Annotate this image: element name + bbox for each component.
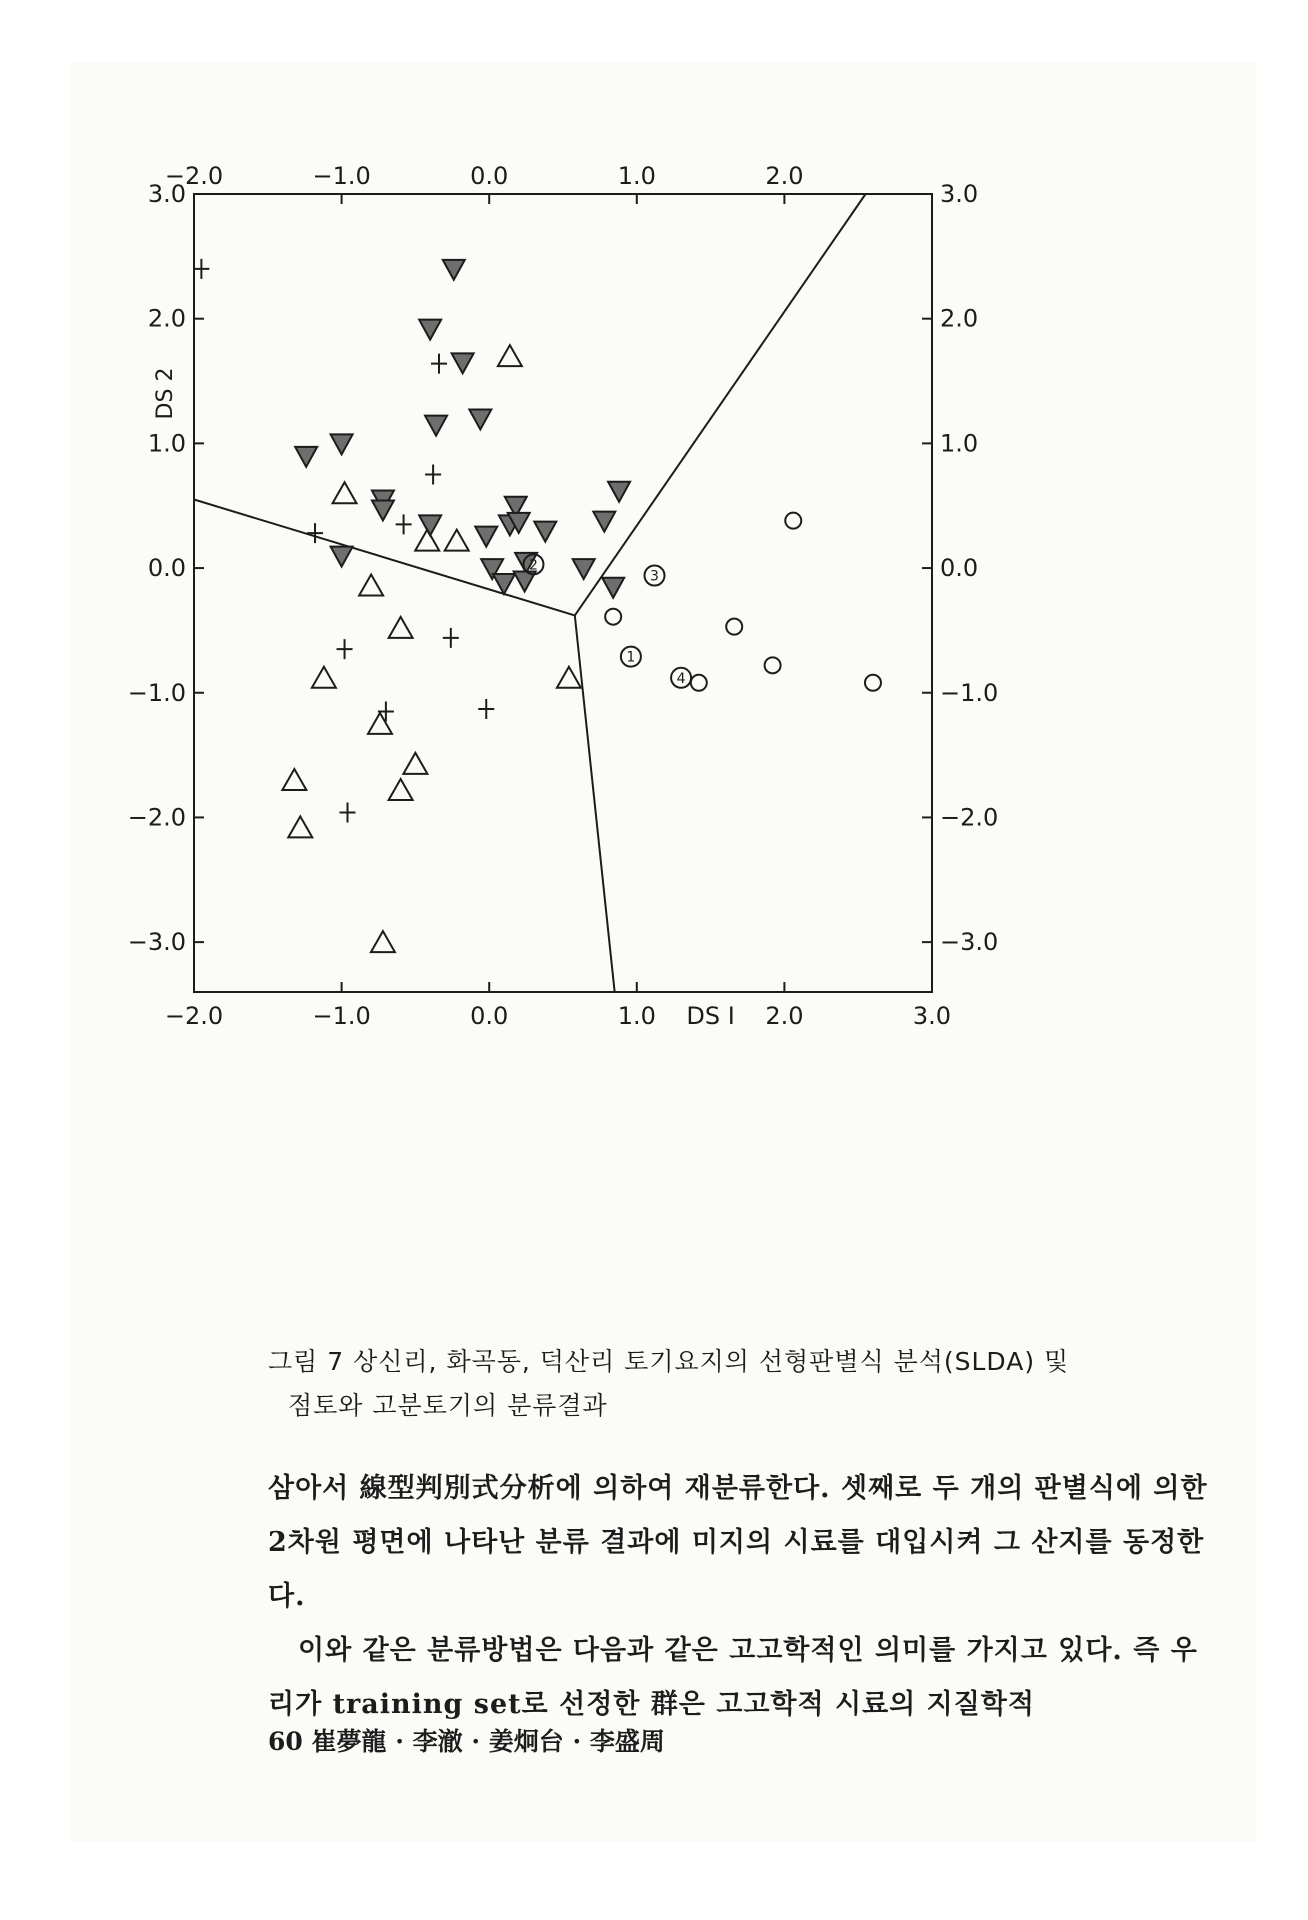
slda-scatter-plot	[70, 62, 1256, 1312]
body-text	[268, 1462, 1208, 1732]
plot-frame	[194, 194, 932, 992]
left-tick-label: 2.0	[147, 304, 186, 333]
open-triangle-point	[288, 816, 312, 837]
open-circle-point	[726, 619, 742, 635]
right-tick-label: −3.0	[940, 928, 999, 957]
x-axis-label: DS I	[686, 1002, 735, 1030]
down-triangle-point	[475, 527, 497, 547]
left-tick-label: 1.0	[147, 429, 186, 458]
down-triangle-point	[372, 500, 394, 520]
right-tick-label: −1.0	[940, 678, 999, 707]
open-triangle-point	[371, 931, 395, 952]
open-triangle-point	[312, 667, 336, 688]
caption-line-1: 그림 7 상신리, 화곡동, 덕산리 토기요지의 선형판별식 분석(SLDA) 및	[268, 1347, 1070, 1376]
open-triangle-point	[359, 575, 383, 596]
left-tick-label: −2.0	[127, 803, 186, 832]
plus-point	[378, 701, 394, 721]
down-triangle-point	[573, 559, 595, 579]
down-triangle-point	[469, 409, 491, 429]
plus-point	[425, 465, 441, 485]
down-triangle-point	[452, 353, 474, 373]
open-triangle-point	[389, 779, 413, 800]
down-triangle-point	[295, 447, 317, 467]
left-tick-label: −1.0	[127, 678, 186, 707]
top-tick-label: 2.0	[765, 162, 804, 190]
top-tick-label: −1.0	[312, 162, 371, 190]
page-number: 60	[268, 1727, 303, 1756]
caption-line-2: 점토와 고분토기의 분류결과	[288, 1391, 608, 1420]
top-tick-label: 0.0	[470, 162, 509, 190]
open-circle-point	[691, 675, 707, 691]
plus-point	[340, 802, 356, 822]
top-tick-label: −2.0	[164, 162, 224, 190]
numbered-circle-label: 1	[626, 649, 636, 666]
numbered-circle-label: 2	[529, 557, 538, 574]
top-tick-label: 1.0	[617, 162, 656, 190]
bottom-tick-label: 3.0	[912, 1002, 952, 1030]
right-tick-label: 1.0	[940, 429, 979, 458]
plus-point	[431, 354, 447, 374]
left-tick-label: 0.0	[147, 554, 186, 583]
bottom-tick-label: −2.0	[164, 1002, 224, 1030]
down-triangle-point	[443, 260, 465, 280]
open-circle-point	[865, 675, 881, 691]
down-triangle-point	[608, 482, 630, 502]
down-triangle-point	[425, 416, 447, 436]
left-tick-label: 3.0	[147, 180, 186, 208]
open-triangle-point	[333, 482, 357, 503]
plus-point	[337, 639, 353, 659]
author-names: 崔夢龍 · 李澈 · 姜炯台 · 李盛周	[311, 1727, 665, 1756]
y-axis-label: DS 2	[153, 367, 178, 420]
bottom-tick-label: 0.0	[470, 1002, 509, 1030]
down-triangle-point	[602, 578, 624, 598]
down-triangle-point	[534, 522, 556, 542]
open-triangle-point	[403, 753, 427, 774]
open-circle-point	[765, 657, 781, 673]
page-footer	[268, 1722, 665, 1758]
left-tick-label: −3.0	[127, 928, 186, 957]
open-triangle-point	[415, 530, 439, 551]
plus-point	[443, 628, 459, 648]
right-tick-label: −2.0	[940, 803, 999, 832]
down-triangle-point	[419, 515, 441, 535]
down-triangle-point	[331, 547, 353, 567]
bottom-tick-label: 2.0	[765, 1002, 804, 1030]
boundary-line	[575, 615, 615, 992]
right-tick-label: 2.0	[940, 304, 979, 333]
right-tick-label: 3.0	[940, 180, 979, 208]
boundary-line	[575, 194, 866, 615]
open-triangle-point	[282, 769, 306, 790]
bottom-tick-label: 1.0	[617, 1002, 656, 1030]
numbered-circle-label: 4	[676, 670, 686, 687]
open-triangle-point	[445, 530, 469, 551]
numbered-circle-label: 3	[650, 568, 659, 585]
open-triangle-point	[368, 713, 392, 734]
right-tick-label: 0.0	[940, 554, 979, 583]
plus-point	[307, 523, 323, 543]
paragraph-1: 삼아서 線型判別式分析에 의하여 재분류한다. 셋째로 두 개의 판별식에 의한 2차원 평면에 나타난 분류 결과에 미지의 시료를 대입시켜 그 산지를 동정한다.	[268, 1473, 1208, 1612]
paragraph-2: 이와 같은 분류방법은 다음과 같은 고고학적인 의미를 가지고 있다. 즉 우리가 training set로 선정한 群은 고고학적 시료의 지질학적	[268, 1635, 1198, 1720]
figure-caption	[268, 1340, 1208, 1428]
down-triangle-point	[331, 434, 353, 454]
open-triangle-point	[389, 617, 413, 638]
plus-point	[193, 259, 209, 279]
open-triangle-point	[557, 667, 581, 688]
open-triangle-point	[498, 345, 522, 366]
open-circle-point	[605, 609, 621, 625]
down-triangle-point	[419, 320, 441, 340]
plus-point	[478, 699, 494, 719]
page-sheet	[70, 62, 1256, 1842]
down-triangle-point	[593, 512, 615, 532]
plus-point	[396, 514, 412, 534]
bottom-tick-label: −1.0	[312, 1002, 371, 1030]
open-circle-point	[785, 513, 801, 529]
